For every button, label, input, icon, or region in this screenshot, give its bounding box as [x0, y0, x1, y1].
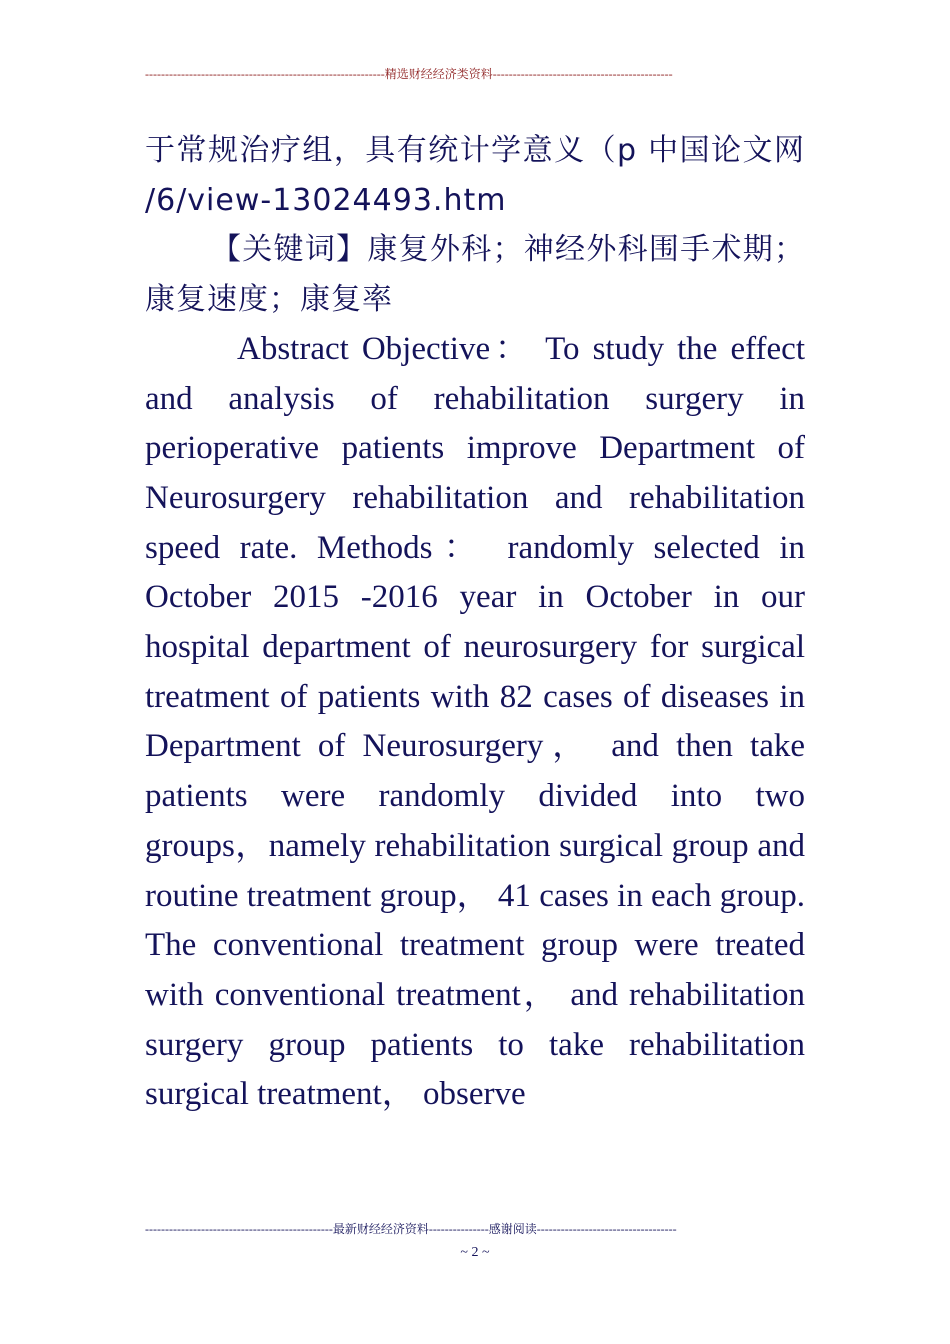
intro-paragraph: 于常规治疗组，具有统计学意义（p 中国论文网 /6/view-13024493.htm	[145, 133, 805, 218]
page-footer: -----------------------------------------------最新财经经济资料---------------感谢阅读-----------------------------------	[145, 1222, 677, 1236]
page-header: ------------------------------------------------------------精选财经经济类资料---------------------------------------------	[145, 67, 673, 81]
page-number: ~ 2 ~	[460, 1245, 490, 1260]
abstract-paragraph: Abstract Objective： To study the effect and analysis of rehabilitation surgery in perioperative patients improve Department of Neurosurgery rehabilitation and rehabilitation speed rate. Methods： randomly selected in October 2015 -2016 year in October in our hospital department of neurosurgery for surgical treatment of patients with 82 cases of diseases in Department of Neurosurgery， and then take patients were randomly divided into two groups，namely rehabilitation surgical group and routine treatment group， 41 cases in each group. The conventional treatment group were treated with conventional treatment， and rehabilitation surgery group patients to take rehabilitation surgical treatment， observe	[145, 330, 805, 1113]
document-body	[145, 126, 805, 1120]
keywords-paragraph: 【关键词】康复外科；神经外科围手术期；康复速度；康复率	[145, 232, 805, 318]
